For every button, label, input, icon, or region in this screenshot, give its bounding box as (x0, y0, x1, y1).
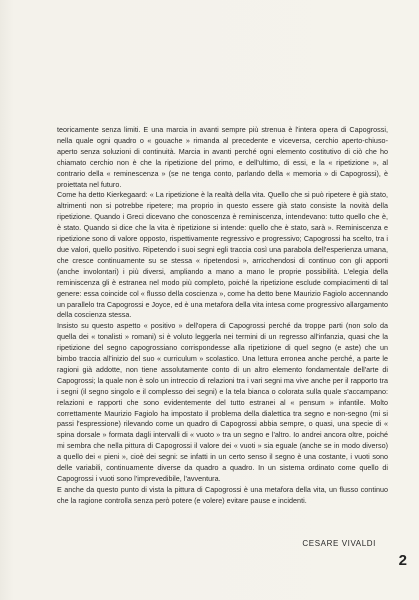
article-body (57, 125, 388, 507)
author-signature: CESARE VIVALDI (302, 539, 376, 548)
paragraph: Insisto su questo aspetto « positivo » dell'opera di Capogrossi perché da troppe parti (non solo da quella dei « tonalisti » romani) si è voluto leggerla nei termini di un regresso all'infanzia, quasi che la ripetizione del segno capogrossiano corrispondesse alla ripetizione di quel segno (e aste) che un bimbo traccia all'inizio del suo « curriculum » scolastico. Una lettura erronea anche perché, a parte le ragioni già addotte, non tiene assolutamente conto di un altro elemento fondamentale dell'arte di Capogrossi; la quale non è solo un intreccio di relazioni tra i vari segni ma vive anche per il rapporto tra i segni (il segno singolo e il complesso dei segni) e la tela bianca o colorata sulla quale s'accampano: relazioni e rapporti che sono evidentemente del tutto estranei al « pensum » infantile. Molto correttamente Maurizio Fagiolo ha impostato il problema della dialettica tra segno e non-segno (mi si passi l'espressione) rilevando come un quadro di Capogrossi abbia sempre, o quasi, una specie di « spina dorsale » formata dagli intervalli di « vuoto » tra un segno e l'altro. Io andrei ancora oltre, poiché mi sembra che nella pittura di Capogrossi il valore dei « vuoti » sia eguale (anche se in modo diverso) a quello dei « pieni », cioè dei segni: se infatti in un certo senso il segno è una costante, i vuoti sono delle variabili, continuamente diverse da quadro a quadro. In un sistema ordinato come quello di Capogrossi i vuoti sono l'imprevedibile, l'avventura. (57, 321, 388, 483)
page-number: 2 (398, 552, 407, 569)
paragraph: E anche da questo punto di vista la pittura di Capogrossi è una metafora della vita, un flusso continuo che la ragione controlla senza però potere (e volere) evitare pause e incidenti. (57, 484, 388, 505)
paragraph: Come ha detto Kierkegaard: « La ripetizione è la realtà della vita. Quello che si può ripetere è già stato, altrimenti non si potrebbe ripetere; ma proprio in questo essere già stato consiste la novità della ripetizione. Quando i Greci dicevano che conoscenza è reminiscenza, intendevano: tutto quello che è, è stato. Quando si dice che la vita è ripetizione si intende: quello che è stato, sarà ». Reminiscenza e ripetizione sono di valore opposto, rispettivamente regressivo e progressivo; Capogrossi ha scelto, tra i due valori, quello positivo. Ripetendo i suoi segni egli traccia così una parabola dell'esperienza umana, che cresce continuamente su se stessa « ripetendosi », arricchendosi di continuo con gli apporti (anche involontari) i più diversi, ampliando a mano a mano le proprie possibilità. L'elegia della reminiscenza gli è estranea nel modo più completo, poiché la ripetizione esclude compiacimenti di tal genere: essa coincide col « flusso della coscienza », come ha detto bene Maurizio Fagiolo accennando un parallelo tra Capogrossi e Joyce, ed è una metafora della vita intesa come progressivo allargamento della coscienza stessa. (57, 190, 388, 320)
paragraph: teoricamente senza limiti. E una marcia in avanti sempre più strenua è l'intera opera di Capogrossi, nella quale ogni quadro o « gouache » rimanda al precedente e viceversa, cerchio aperto-chiuso-aperto senza soluzioni di continuità. Marcia in avanti perché ogni elemento costitutivo di ciò che ho chiamato cerchio non è che la ripetizione del primo, e dell'ultimo, di essi, e la « ripetizione », al contrario della « reminescenza » (se ne tenga conto, parlando della « memoria » di Capogrossi), è proiettata nel futuro. (57, 125, 388, 189)
